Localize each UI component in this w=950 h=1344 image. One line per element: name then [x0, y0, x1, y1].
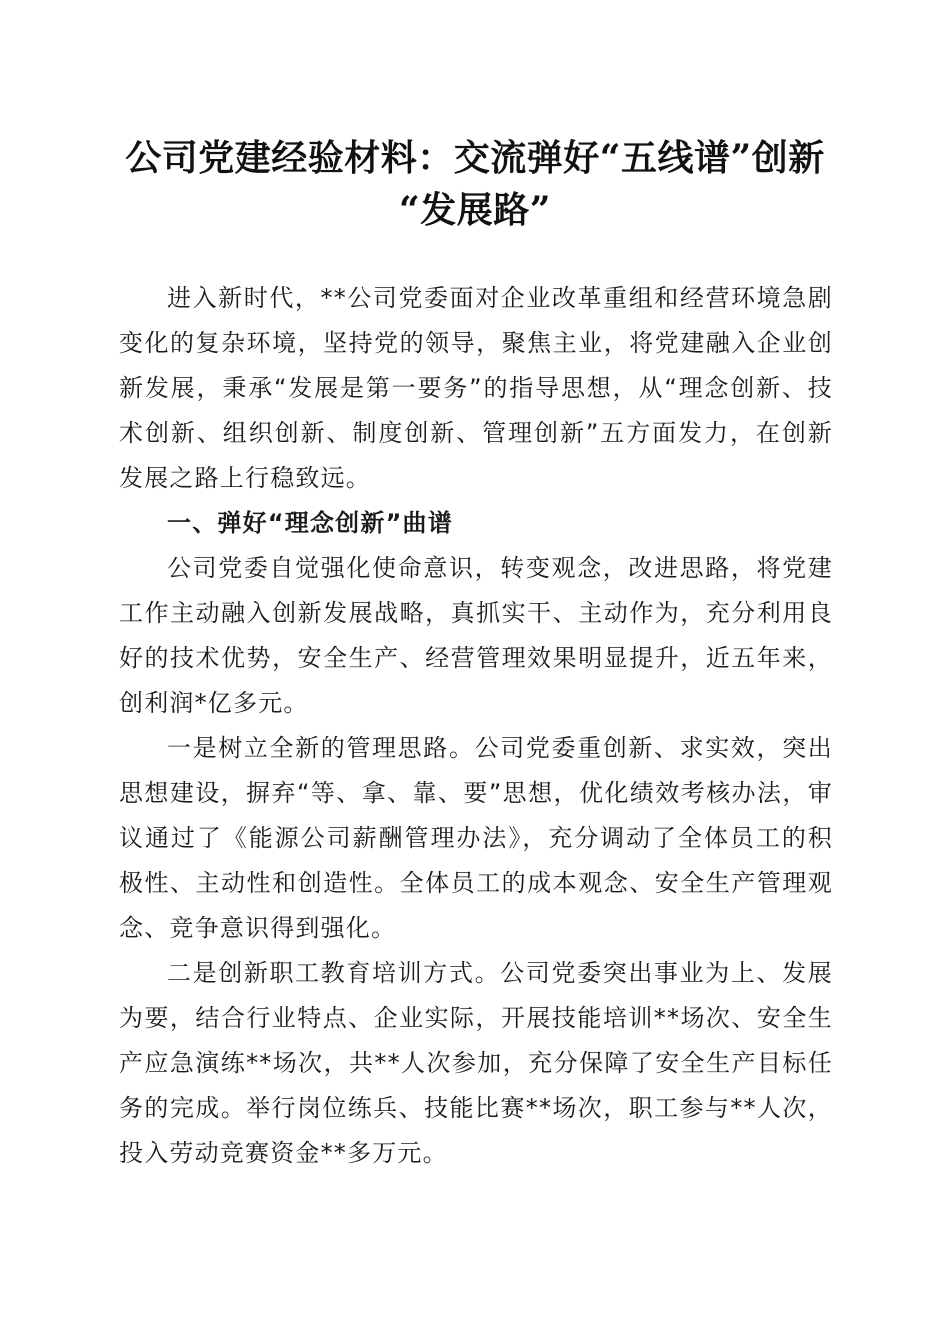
point-1-text: 公司党委重创新、求实效，突出思想建设，摒弃“等、拿、靠、要”思想，优化绩效考核办法，审议通过了《能源公司薪酬管理办法》，充分调动了全体员工的积极性、主动性和创造性。全体员工的成本观念、安全生产管理观念、竞争意识得到强化。 — [119, 734, 833, 942]
title-line-2: “发展路” — [399, 189, 551, 231]
point-2-lead: 二是创新职工教育培训方式。 — [167, 959, 501, 987]
intro-paragraph: 进入新时代，**公司党委面对企业改革重组和经营环境急剧变化的复杂环境，坚持党的领导，聚焦主业，将党建融入企业创新发展，秉承“发展是第一要务”的指导思想，从“理念创新、技术创新、组织创新、制度创新、管理创新”五方面发力，在创新发展之路上行稳致远。 — [119, 284, 833, 492]
point-2-paragraph — [119, 951, 833, 1176]
document-title — [100, 132, 850, 236]
title-line-1: 公司党建经验材料：交流弹好“五线谱”创新 — [125, 137, 825, 179]
document-body — [119, 276, 833, 1176]
point-1-lead: 一是树立全新的管理思路。 — [167, 734, 475, 762]
section-1-paragraph: 公司党委自觉强化使命意识，转变观念，改进思路，将党建工作主动融入创新发展战略，真抓实干、主动作为，充分利用良好的技术优势，安全生产、经营管理效果明显提升，近五年来，创利润*亿多元。 — [119, 554, 833, 717]
section-1-heading: 一、弹好“理念创新”曲谱 — [167, 509, 453, 537]
point-1-paragraph — [119, 726, 833, 951]
point-2-text: 公司党委突出事业为上、发展为要，结合行业特点、企业实际，开展技能培训**场次、安全生产应急演练**场次，共**人次参加，充分保障了安全生产目标任务的完成。举行岗位练兵、技能比赛**场次，职工参与**人次，投入劳动竞赛资金**多万元。 — [119, 959, 833, 1167]
